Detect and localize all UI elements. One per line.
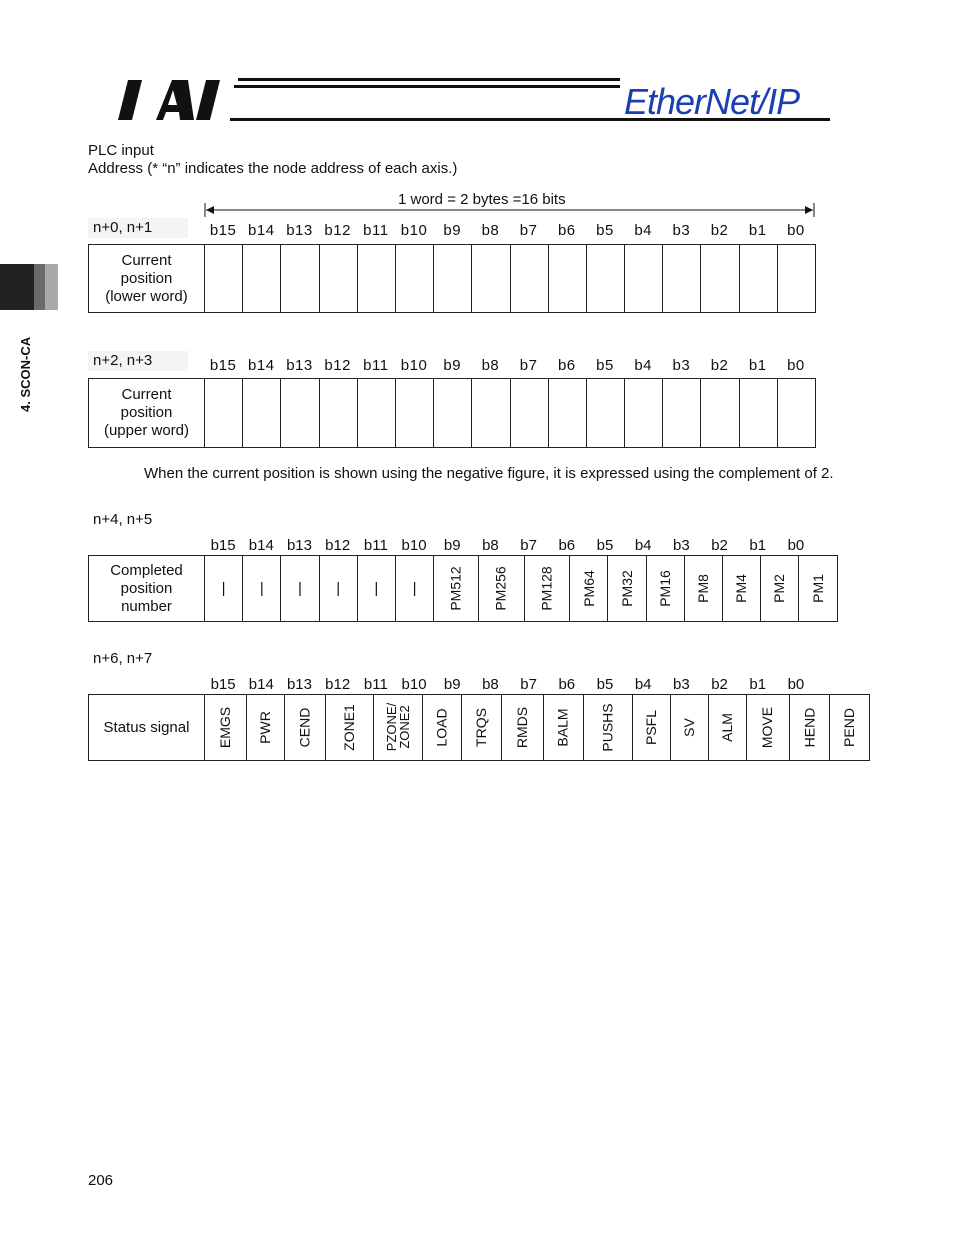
bit-label: b10 [400,222,428,239]
bit-cell [684,556,722,622]
signal-name: PM32 [618,570,635,607]
bit-label: b3 [672,222,691,239]
bit-cell [281,379,319,448]
bit-label: b9 [443,357,462,374]
bit-label: b7 [519,357,538,374]
bit-cell [722,556,760,622]
bit-cell [583,695,632,761]
signal-name: MOVE [759,706,776,749]
bit-label: b0 [787,357,805,374]
bit-cell [548,245,586,313]
bit-cell [243,379,281,448]
register-label-line: Current [121,251,172,269]
signal-name: SV [681,718,698,737]
register-label-line: number [121,597,172,615]
signal-name: PWR [257,711,274,744]
bit-cell [608,556,646,622]
register-label-line: position [120,579,173,597]
bit-cell [632,695,670,761]
register-address: n+4, n+5 [93,511,153,528]
bit-label: b7 [519,222,538,239]
signal-name: HEND [800,707,817,748]
register-label-line: Status signal [103,718,190,736]
signal-name: PM16 [656,570,673,607]
bit-cell [319,379,357,448]
bit-label: b1 [748,222,767,239]
bit-label: b0 [787,222,805,239]
bit-label: b9 [443,222,462,239]
bit-label: b1 [748,357,767,374]
signal-name: CEND [296,707,313,748]
bit-label: b8 [481,222,500,239]
bit-label: b4 [634,537,652,554]
signal-name: PUSHS [599,703,616,752]
bit-cell [761,556,799,622]
signal-name: PEND [841,708,858,747]
bit-cell [434,556,479,622]
signal-name: PM128 [538,566,555,611]
bit-cell [524,556,569,622]
bit-cell [670,695,708,761]
bit-label: b8 [481,357,500,374]
bit-cell [357,379,395,448]
iai-logo [118,76,228,124]
bit-label: b15 [209,357,237,374]
bit-label: b5 [596,537,614,554]
bit-header-row [204,675,815,695]
bit-cell [502,695,544,761]
bit-cell [395,556,433,622]
bit-label: b5 [596,357,614,374]
bit-label: b4 [634,357,652,374]
bit-label: b4 [634,222,652,239]
bit-label: b6 [557,222,576,239]
unused-bit-mark: | [221,580,226,597]
bit-cell [472,379,510,448]
bit-cell [243,245,281,313]
bit-cell [319,245,357,313]
bit-label: b10 [400,357,428,374]
bit-label: b0 [787,676,805,693]
bit-cell [395,245,433,313]
bit-cell [434,379,472,448]
signal-name: PM512 [447,566,464,611]
register-label-line: Current [121,386,172,403]
register-address: n+2, n+3 [88,351,188,371]
bit-label: b4 [634,676,652,693]
bit-cell [570,556,608,622]
bit-label: b15 [209,222,237,239]
bit-label: b3 [673,676,690,693]
unused-bit-mark: | [374,580,379,597]
bit-cell [281,556,319,622]
bit-header-row [204,221,815,241]
bit-cell [777,379,815,448]
bit-cell [205,556,243,622]
bit-label: b15 [210,537,236,554]
bit-label: b6 [558,537,576,554]
bit-cell [510,379,548,448]
bit-cell [747,695,789,761]
signal-name: RMDS [514,706,531,749]
bit-label: b11 [363,676,388,693]
register-label-line: position [120,404,173,421]
bit-label: b14 [248,357,275,374]
bit-label: b14 [248,676,274,693]
bit-label: b9 [443,537,461,554]
register-table [88,694,870,761]
bit-label: b10 [401,537,427,554]
bit-label: b1 [749,676,767,693]
bit-cell [701,245,739,313]
bit-label: b2 [711,676,728,693]
bit-cell [510,245,548,313]
bit-label: b14 [248,537,274,554]
bit-label: b0 [787,537,805,554]
bit-cell [777,245,815,313]
register-address: n+0, n+1 [88,218,188,238]
register-label-line: Completed [110,561,183,579]
bit-cell [281,245,319,313]
bit-label: b2 [711,537,728,554]
signal-name: LOAD [433,708,450,747]
word-size-label: 1 word = 2 bytes =16 bits [398,191,566,208]
signal-name: ZONE1 [340,704,357,751]
bit-label: b10 [401,676,427,693]
bit-cell [739,379,777,448]
bit-label: b11 [363,357,389,374]
signal-name: BALM [555,708,571,747]
complement-note: When the current position is shown using the negative figure, it is expressed using the complement of 2. [144,465,834,482]
bit-label: b13 [286,357,313,374]
bit-label: b12 [324,357,351,374]
bit-label: b15 [210,676,236,693]
bit-label: b12 [325,676,351,693]
signal-name: PZONE/ ZONE2 [383,702,412,751]
bit-cell [205,695,247,761]
bit-cell [646,556,684,622]
register-label-line: (lower word) [105,287,188,305]
bit-cell [586,379,624,448]
bit-label: b11 [363,537,388,554]
unused-bit-mark: | [259,580,264,597]
register-address: n+6, n+7 [93,650,153,667]
bit-cell [285,695,326,761]
bit-cell [205,379,243,448]
register-label [89,695,205,761]
bit-label: b5 [596,676,614,693]
register-table [88,244,816,313]
bit-cell [625,379,663,448]
bit-label: b2 [710,222,729,239]
bit-label: b13 [286,222,313,239]
register-table [88,555,838,622]
bit-label: b6 [557,357,576,374]
bit-cell [357,556,395,622]
bit-label: b7 [520,537,537,554]
bit-cell [434,245,472,313]
bit-label: b11 [363,222,389,239]
bit-cell [326,695,374,761]
bit-label: b12 [324,222,351,239]
bit-cell [830,695,870,761]
bit-label: b13 [286,676,312,693]
bit-cell [243,556,281,622]
bit-cell [586,245,624,313]
bit-label: b6 [558,676,576,693]
page-number: 206 [88,1172,114,1189]
bit-cell [357,245,395,313]
register-label-line: (upper word) [103,422,190,439]
bit-cell [701,379,739,448]
address-note: Address (* “n” indicates the node address of each axis.) [88,160,458,177]
bit-label: b14 [248,222,275,239]
register-label [89,556,205,622]
signal-name: PM64 [580,570,597,607]
bit-cell [799,556,837,622]
signal-name: PM1 [809,574,826,603]
register-label-line: position [120,269,173,287]
bit-header-row [204,356,815,376]
signal-name: TRQS [473,708,490,747]
signal-name: PM4 [733,574,750,603]
bit-cell [789,695,830,761]
bit-label: b8 [482,537,499,554]
bit-cell [205,245,243,313]
ethernet-ip-brand: EtherNet/IP [624,81,800,122]
bit-cell [247,695,285,761]
bit-label: b5 [596,222,614,239]
bit-cell [472,245,510,313]
unused-bit-mark: | [336,580,341,597]
unused-bit-mark: | [412,580,417,597]
signal-name: ALM [719,713,736,742]
bit-cell [479,556,524,622]
bit-cell [709,695,747,761]
bit-label: b1 [749,537,767,554]
bit-label: b3 [672,357,691,374]
chapter-label: 4. SCON-CA [18,336,33,412]
signal-name: PM256 [493,566,510,611]
register-table [88,378,816,448]
bit-label: b8 [482,676,499,693]
section-title: PLC input [88,142,154,159]
bit-header-row [204,536,815,556]
chapter-tab [0,264,58,310]
bit-cell [423,695,462,761]
unused-bit-mark: | [298,580,302,597]
signal-name: PSFL [642,709,659,746]
register-label [89,245,205,313]
bit-cell [319,556,357,622]
bit-cell [548,379,586,448]
signal-name: PM8 [694,574,711,603]
signal-name: EMGS [217,706,234,749]
bit-cell [544,695,583,761]
bit-label: b3 [673,537,690,554]
bit-label: b12 [325,537,351,554]
word-width-arrow [204,203,815,217]
bit-label: b13 [286,537,312,554]
bit-cell [395,379,433,448]
bit-cell [462,695,502,761]
bit-cell [663,379,701,448]
bit-cell [373,695,422,761]
register-label [89,379,205,448]
signal-name: PM2 [771,574,788,603]
bit-cell [625,245,663,313]
bit-cell [739,245,777,313]
bit-label: b9 [443,676,461,693]
bit-label: b2 [710,357,729,374]
bit-label: b7 [520,676,537,693]
bit-cell [663,245,701,313]
